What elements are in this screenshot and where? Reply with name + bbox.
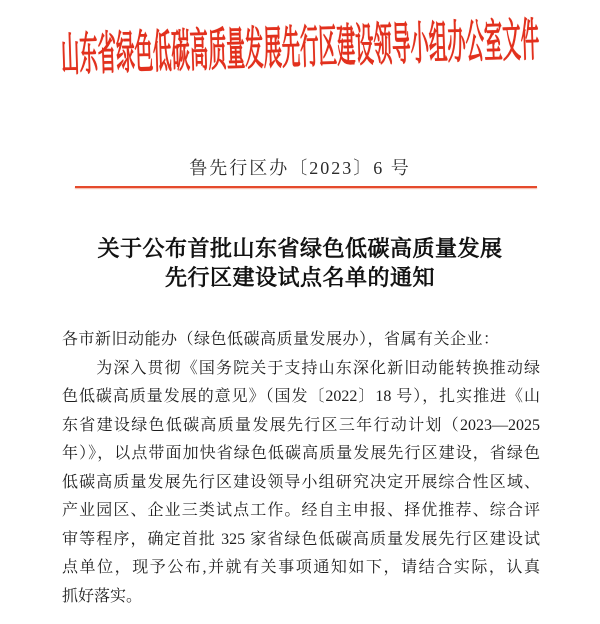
- body-text-line: 点单位，现予公布,并就有关事项通知如下，请结合实际，认真: [62, 559, 540, 576]
- body-text-line: 审等程序，确定首批 325 家省绿色低碳高质量发展先行区建设试: [62, 530, 540, 548]
- salutation-line: 各市新旧动能办（绿色低碳高质量发展办），省属有关企业：: [62, 331, 500, 348]
- header-divider-rule: [75, 186, 537, 188]
- body-text-line: 为深入贯彻《国务院关于支持山东深化新旧动能转换推动绿: [62, 359, 540, 377]
- body-text-line: 东省建设绿色低碳高质量发展先行区三年行动计划（2023—2025: [62, 416, 540, 434]
- body-paragraph: [62, 355, 540, 612]
- document-body: [62, 326, 540, 611]
- body-text-line: 产业园区、企业三类试点工作。经自主申报、择优推荐、综合评: [62, 502, 540, 519]
- body-text-line: 年）》，以点带面加快省绿色低碳高质量发展先行区建设，省绿色: [62, 445, 540, 462]
- document-header-banner: [0, 5, 600, 84]
- document-number: 鲁先行区办〔2023〕6 号: [189, 158, 411, 178]
- body-text-line: 低碳高质量发展先行区建设领导小组研究决定开展综合性区域、: [62, 473, 540, 491]
- body-text-line: 色低碳高质量发展的意见》（国发〔2022〕18 号），扎实推进《山: [62, 388, 540, 405]
- document-title-line2: 先行区建设试点名单的通知: [164, 265, 435, 290]
- document-title: [0, 234, 600, 292]
- document-title-line1: 关于公布首批山东省绿色低碳高质量发展: [97, 236, 503, 261]
- header-banner-text: 山东省绿色低碳高质量发展先行区建设领导小组办公室文件: [60, 14, 540, 81]
- body-text-line: 抓好落实。: [62, 587, 143, 605]
